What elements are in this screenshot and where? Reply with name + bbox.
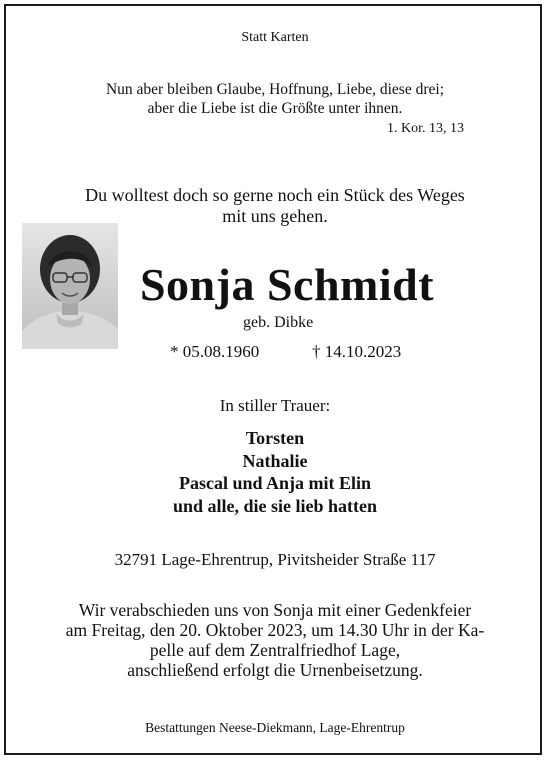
header-statt-karten: Statt Karten [241, 30, 309, 45]
verse-line: aber die Liebe ist die Größte unter ihnen. [147, 100, 403, 117]
portrait-photo [22, 223, 118, 349]
motto [0, 185, 550, 227]
death-date: † 14.10.2023 [312, 342, 402, 361]
bible-verse [0, 80, 550, 118]
deceased-name: Sonja Schmidt [139, 259, 435, 310]
motto-line: Du wolltest doch so gerne noch ein Stück des Weges [85, 185, 465, 205]
mourner-name: Nathalie [242, 450, 308, 471]
mourners-list [0, 427, 550, 517]
birth-name: geb. Dibke [243, 314, 314, 331]
mourning-label: In stiller Trauer: [219, 396, 331, 415]
notice-line: anschließend erfolgt die Urnenbeisetzung. [127, 660, 423, 680]
mourner-name: und alle, die sie lieb hatten [172, 495, 378, 516]
notice-line: am Freitag, den 20. Oktober 2023, um 14.30 Uhr in der Ka- [65, 620, 485, 640]
mourner-name: Torsten [245, 428, 305, 448]
motto-line: mit uns gehen. [222, 206, 328, 226]
verse-line: Nun aber bleiben Glaube, Hoffnung, Liebe, diese drei; [105, 81, 445, 98]
mourner-name: Pascal und Anja mit Elin [178, 473, 372, 493]
funeral-notice [0, 600, 550, 680]
verse-reference: 1. Kor. 13, 13 [387, 121, 464, 136]
birth-date: * 05.08.1960 [170, 342, 260, 361]
address: 32791 Lage-Ehrentrup, Pivitsheider Straße 117 [114, 550, 436, 569]
notice-line: Wir verabschieden uns von Sonja mit einer Gedenkfeier [78, 600, 472, 620]
funeral-home: Bestattungen Neese-Diekmann, Lage-Ehrentrup [145, 720, 405, 735]
notice-line: pelle auf dem Zentralfriedhof Lage, [149, 640, 401, 660]
